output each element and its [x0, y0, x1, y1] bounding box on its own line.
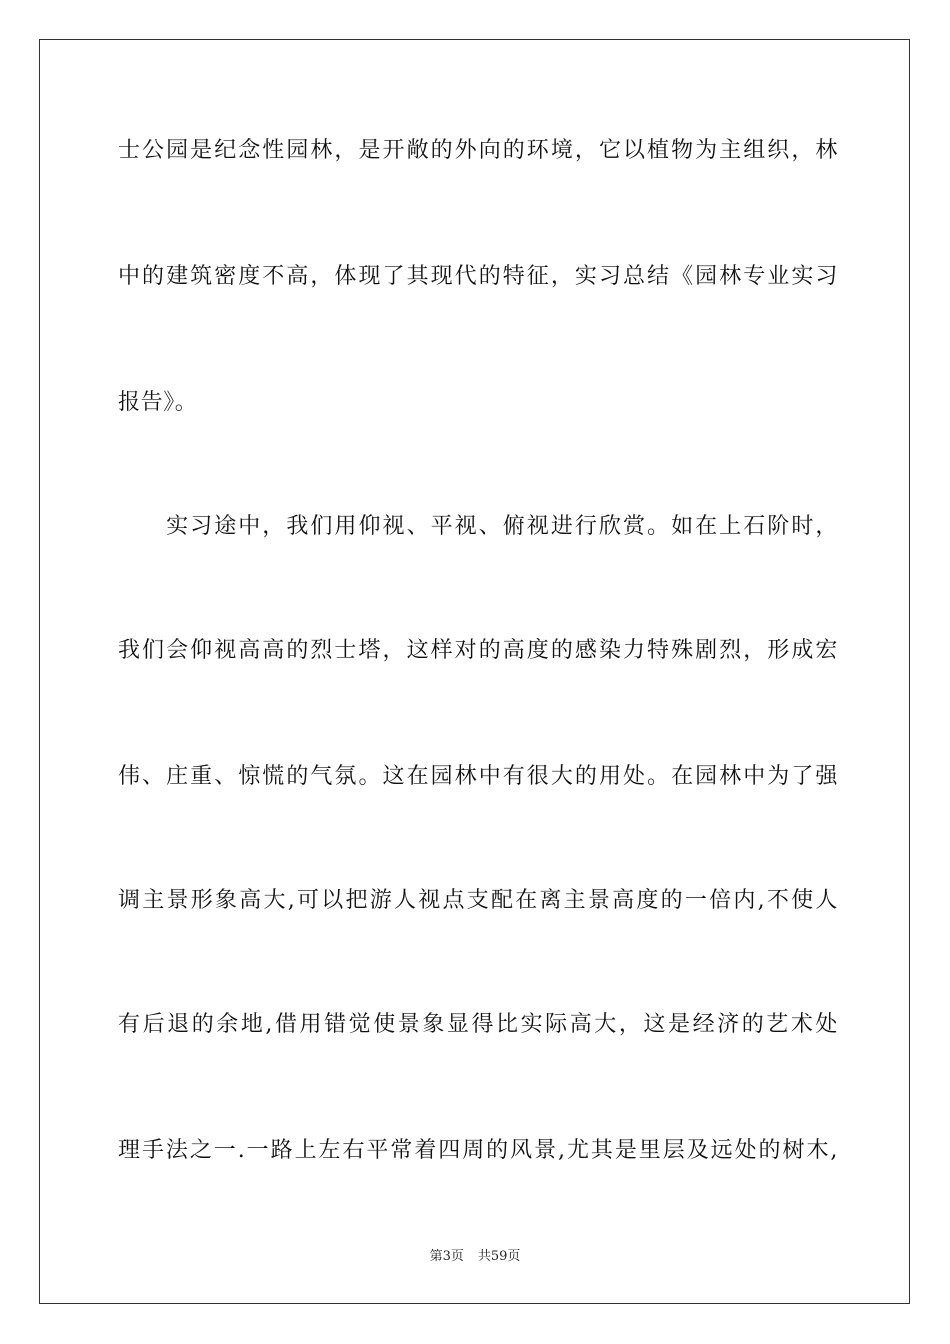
body-line-2: 中的建筑密度不高，体现了其现代的特征，实习总结《园林专业实习 — [118, 264, 838, 289]
body-line-5: 我们会仰视高高的烈士塔，这样对的高度的感染力特殊剧烈，形成宏 — [118, 638, 838, 663]
page-border — [39, 39, 910, 1304]
page-number: 第3页 — [429, 1249, 464, 1264]
body-line-6: 伟、庄重、惊慌的气氛。这在园林中有很大的用处。在园林中为了强 — [118, 764, 838, 789]
body-line-7: 调主景形象高大,可以把游人视点支配在离主景高度的一倍内,不使人 — [118, 888, 838, 913]
page-total: 共59页 — [477, 1249, 521, 1264]
body-line-9: 理手法之一.一路上左右平常着四周的风景,尤其是里层及远处的树木, — [118, 1138, 838, 1163]
body-line-3: 报告》。 — [118, 390, 198, 415]
body-line-4: 实习途中，我们用仰视、平视、俯视进行欣赏。如在上石阶时， — [118, 514, 838, 539]
page-footer — [0, 1248, 950, 1266]
body-line-1: 士公园是纪念性园林，是开敞的外向的环境，它以植物为主组织，林 — [118, 138, 838, 163]
body-line-8: 有后退的余地,借用错觉使景象显得比实际高大，这是经济的艺术处 — [118, 1012, 838, 1037]
